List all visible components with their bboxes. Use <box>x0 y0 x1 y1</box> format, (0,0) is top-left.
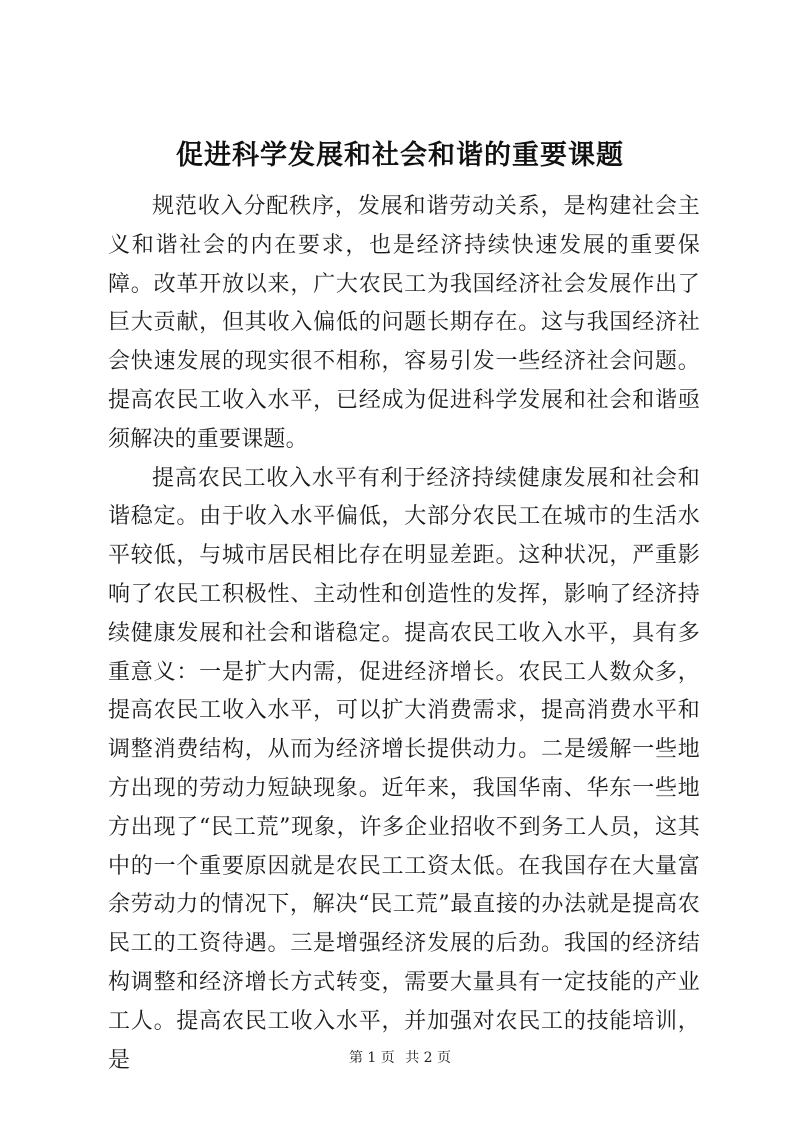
paragraph: 规范收入分配秩序，发展和谐劳动关系，是构建社会主义和谐社会的内在要求，也是经济持续快速发展的重要保障。改革开放以来，广大农民工为我国经济社会发展作出了巨大贡献，但其收入偏低的问题长期存在。这与我国经济社会快速发展的现实很不相称，容易引发一些经济社会问题。提高农民工收入水平，已经成为促进科学发展和社会和谐亟须解决的重要课题。 <box>108 194 700 452</box>
page-number: 第 1 页 <box>348 1050 395 1066</box>
paragraph: 提高农民工收入水平有利于经济持续健康发展和社会和谐稳定。由于收入水平偏低，大部分农民工在城市的生活水平较低，与城市居民相比存在明显差距。这种状况，严重影响了农民工积极性、主动性和创造性的发挥，影响了经济持续健康发展和社会和谐稳定。提高农民工收入水平，具有多重意义：一是扩大内需，促进经济增长。农民工人数众多，提高农民工收入水平，可以扩大消费需求，提高消费水平和调整消费结构，从而为经济增长提供动力。二是缓解一些地方出现的劳动力短缺现象。近年来，我国华南、华东一些地方出现了“民工荒”现象，许多企业招收不到务工人员，这其中的一个重要原因就是农民工工资太低。在我国存在大量富余劳动力的情况下，解决“民工荒”最直接的办法就是提高农民工的工资待遇。三是增强经济发展的后劲。我国的经济结构调整和经济增长方式转变，需要大量具有一定技能的产业工人。提高农民工收入水平，并加强对农民工的技能培训，是 <box>108 465 700 1073</box>
page-total: 共 2 页 <box>405 1050 452 1066</box>
document-body <box>108 188 700 1080</box>
document-title: 促进科学发展和社会和谐的重要课题 <box>176 140 624 171</box>
page-footer <box>0 1048 800 1068</box>
